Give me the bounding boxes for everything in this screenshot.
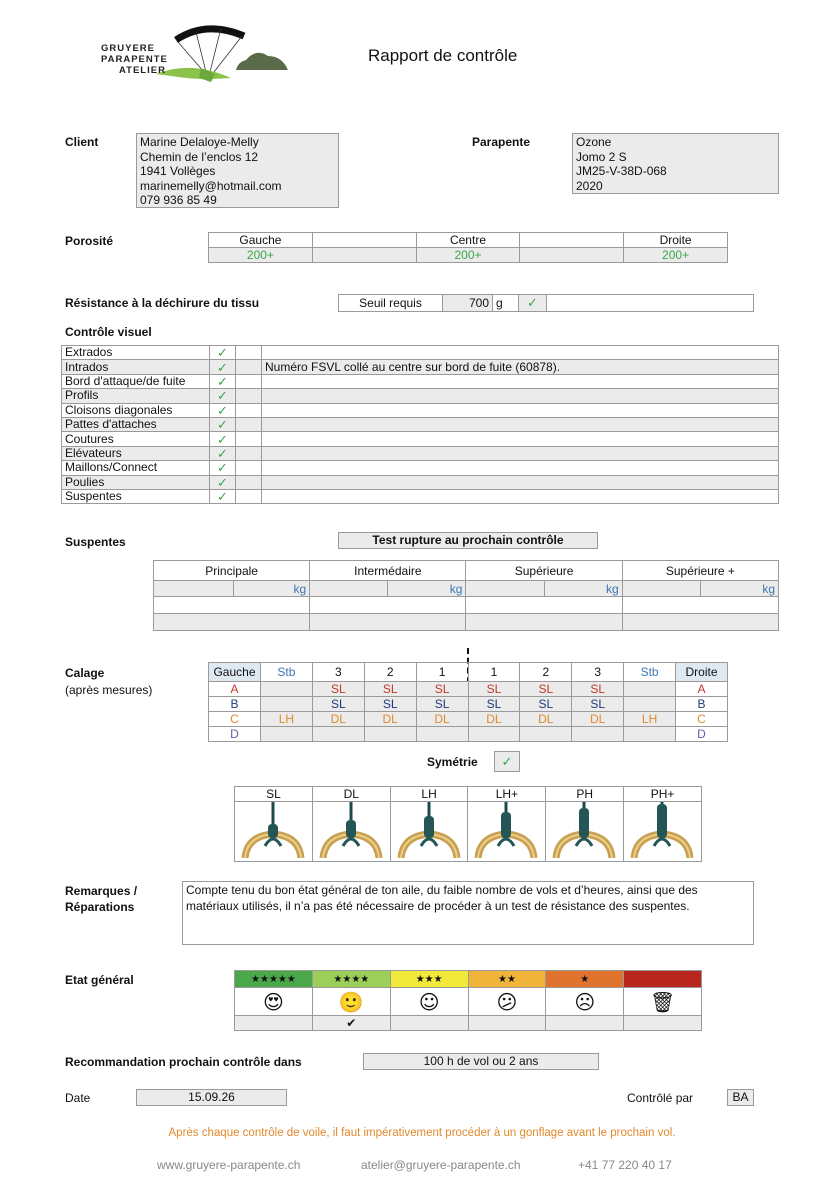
symetrie-label: Symétrie <box>427 755 478 769</box>
suspentes-unit: kg <box>700 581 778 597</box>
calage-cell: A <box>209 682 261 697</box>
controle-visuel-empty <box>236 489 262 503</box>
knot-illustration <box>235 802 313 862</box>
check-icon: ✓ <box>210 446 236 460</box>
calage-header: 3 <box>312 663 364 682</box>
calage-cell <box>364 727 416 742</box>
knot-icon <box>235 802 311 858</box>
controle-visuel-empty <box>236 403 262 417</box>
controle-visuel-item: Intrados <box>62 360 210 374</box>
controle-visuel-row <box>62 417 779 431</box>
suspentes-value <box>154 581 234 597</box>
knot-label: DL <box>312 787 390 802</box>
check-icon: ✓ <box>210 432 236 446</box>
controle-visuel-item: Cloisons diagonales <box>62 403 210 417</box>
client-phone: 079 936 85 49 <box>140 193 217 207</box>
controle-visuel-empty <box>236 475 262 489</box>
knot-illustration <box>390 802 468 862</box>
controle-visuel-note <box>262 417 779 431</box>
controle-visuel-row <box>62 346 779 360</box>
calage-cell: B <box>209 697 261 712</box>
controle-visuel-empty <box>236 346 262 360</box>
client-email: marinemelly@hotmail.com <box>140 178 282 193</box>
controle-visuel-row <box>62 403 779 417</box>
porosite-header-droite: Droite <box>624 233 728 248</box>
remarques-text: Compte tenu du bon état général de ton aile, du faible nombre de vols et d’heures, ainsi que des matériaux utilisés, il n’a pas été nécessaire de procéder à un test de résistance des suspentes. <box>182 881 754 945</box>
controle-par-label: Contrôlé par <box>627 1091 694 1105</box>
client-box <box>136 133 339 208</box>
logo-line-2: PARAPENTE <box>101 54 168 65</box>
suspentes-cell <box>622 614 778 631</box>
calage-sublabel: (après mesures) <box>65 683 153 697</box>
etat-selection-cell[interactable] <box>235 1016 313 1031</box>
controle-visuel-item: Coutures <box>62 432 210 446</box>
check-icon: ✓ <box>210 461 236 475</box>
footer-email-link[interactable]: atelier@gruyere-parapente.ch <box>361 1158 521 1172</box>
suspentes-cell <box>154 614 310 631</box>
calage-cell: DL <box>468 712 520 727</box>
check-icon: ✓ <box>210 374 236 388</box>
calage-cell: DL <box>572 712 624 727</box>
calage-header: Stb <box>624 663 676 682</box>
calage-cell: C <box>209 712 261 727</box>
calage-cell <box>624 697 676 712</box>
knot-label: SL <box>235 787 313 802</box>
suspentes-unit: kg <box>544 581 622 597</box>
controle-visuel-row <box>62 374 779 388</box>
logo-line-3: ATELIER <box>119 65 166 76</box>
page-title: Rapport de contrôle <box>368 46 518 65</box>
client-name: Marine Delaloye-Melly <box>140 135 259 149</box>
porosite-value-droite: 200+ <box>624 248 728 263</box>
frown-face-icon: ☹ <box>546 988 624 1016</box>
calage-header: Droite <box>676 663 728 682</box>
porosite-header-centre: Centre <box>416 233 520 248</box>
knot-icon <box>468 802 544 858</box>
remarques-label-line1: Remarques / <box>65 884 138 898</box>
calage-cell <box>416 727 468 742</box>
controle-visuel-note: Numéro FSVL collé au centre sur bord de fuite (60878). <box>262 360 779 374</box>
suspentes-cell <box>622 597 778 614</box>
controle-visuel-row <box>62 432 779 446</box>
date-label: Date <box>65 1091 91 1105</box>
suspentes-cell <box>310 614 466 631</box>
controle-visuel-note <box>262 346 779 360</box>
calage-header: 2 <box>520 663 572 682</box>
seuil-unit: g <box>493 295 519 312</box>
controle-visuel-empty <box>236 389 262 403</box>
controle-visuel-item: Suspentes <box>62 489 210 503</box>
resistance-table <box>338 294 754 312</box>
calage-cell: SL <box>572 697 624 712</box>
calage-cell: SL <box>364 697 416 712</box>
calage-header: 1 <box>416 663 468 682</box>
etat-two-stars: ★★ <box>468 971 546 988</box>
calage-cell: LH <box>624 712 676 727</box>
footer-note: Après chaque contrôle de voile, il faut impérativement procéder à un gonflage avant le prochain vol. <box>168 1127 676 1139</box>
resistance-note <box>547 295 754 312</box>
controle-visuel-note <box>262 389 779 403</box>
knot-icon <box>313 802 389 858</box>
controle-visuel-empty <box>236 432 262 446</box>
parapente-label: Parapente <box>472 135 531 149</box>
knot-illustration <box>546 802 624 862</box>
check-icon: ✓ <box>210 403 236 417</box>
calage-cell: SL <box>416 697 468 712</box>
client-label: Client <box>65 135 99 149</box>
calage-cell: SL <box>312 682 364 697</box>
recommandation-label: Recommandation prochain contrôle dans <box>65 1055 302 1069</box>
star-eyes-face-icon: 😍 <box>235 988 313 1016</box>
suspentes-label: Suspentes <box>65 535 126 549</box>
calage-row <box>209 697 728 712</box>
parapente-year: 2020 <box>576 178 603 193</box>
etat-five-stars: ★★★★★ <box>235 971 313 988</box>
porosite-table <box>208 232 728 263</box>
suspentes-value <box>466 581 544 597</box>
seuil-value: 700 <box>443 295 493 312</box>
knot-label: PH <box>546 787 624 802</box>
smile-face-icon: 🙂 <box>312 988 390 1016</box>
calage-cell: SL <box>416 682 468 697</box>
porosite-label: Porosité <box>65 234 114 248</box>
calage-cell: SL <box>520 682 572 697</box>
porosite-value-centre: 200+ <box>416 248 520 263</box>
etat-three-stars: ★★★ <box>390 971 468 988</box>
etat-table <box>234 970 702 1031</box>
calage-cell: DL <box>312 712 364 727</box>
calage-header: Gauche <box>209 663 261 682</box>
controle-visuel-row <box>62 360 779 374</box>
calage-cell <box>468 727 520 742</box>
controle-visuel-item: Pattes d'attaches <box>62 417 210 431</box>
calage-cell: DL <box>520 712 572 727</box>
calage-cell: DL <box>364 712 416 727</box>
client-city: 1941 Vollèges <box>140 164 216 178</box>
knots-table <box>234 786 702 862</box>
suspentes-header-principale: Principale <box>154 561 310 581</box>
calage-cell <box>624 727 676 742</box>
controle-visuel-item: Profils <box>62 389 210 403</box>
controle-visuel-item: Poulies <box>62 475 210 489</box>
controle-visuel-note <box>262 432 779 446</box>
suspentes-cell <box>466 614 622 631</box>
controle-visuel-empty <box>236 374 262 388</box>
etat-one-star: ★ <box>546 971 624 988</box>
controle-visuel-note <box>262 403 779 417</box>
suspentes-table <box>153 560 779 631</box>
controle-visuel-row <box>62 489 779 503</box>
calage-cell: SL <box>468 682 520 697</box>
porosite-header-empty <box>312 233 416 248</box>
calage-cell <box>260 727 312 742</box>
suspentes-cell <box>310 597 466 614</box>
knot-icon <box>391 802 467 858</box>
controle-visuel-empty <box>236 461 262 475</box>
etat-selection-cell[interactable] <box>390 1016 468 1031</box>
controle-visuel-note <box>262 461 779 475</box>
porosite-header-gauche: Gauche <box>209 233 313 248</box>
controle-visuel-empty <box>236 360 262 374</box>
calage-cell <box>260 682 312 697</box>
calage-cell <box>572 727 624 742</box>
knot-label: LH <box>390 787 468 802</box>
porosite-value-empty <box>520 248 624 263</box>
porosite-value-gauche: 200+ <box>209 248 313 263</box>
calage-cell: LH <box>260 712 312 727</box>
controle-visuel-note <box>262 446 779 460</box>
calage-cell: SL <box>364 682 416 697</box>
knot-icon <box>546 802 622 858</box>
test-rupture-box: Test rupture au prochain contrôle <box>338 532 598 549</box>
calage-cell: C <box>676 712 728 727</box>
calage-cell <box>260 697 312 712</box>
calage-header: 1 <box>468 663 520 682</box>
parapente-box <box>572 133 779 194</box>
remarques-label-line2: Réparations <box>65 900 135 914</box>
logo-line-1: GRUYERE <box>101 43 155 54</box>
trash-icon: 🗑 <box>624 988 702 1016</box>
knot-illustration <box>468 802 546 862</box>
controle-visuel-row <box>62 461 779 475</box>
check-icon: ✓ <box>210 475 236 489</box>
controle-visuel-row <box>62 389 779 403</box>
calage-cell: DL <box>416 712 468 727</box>
resistance-label: Résistance à la déchirure du tissu <box>65 296 260 310</box>
suspentes-cell <box>466 597 622 614</box>
suspentes-value <box>622 581 700 597</box>
controle-visuel-item: Bord d'attaque/de fuite <box>62 374 210 388</box>
controle-visuel-note <box>262 475 779 489</box>
porosite-header-empty <box>520 233 624 248</box>
parapente-serial: JM25-V-38D-068 <box>576 164 667 178</box>
etat-general-label: Etat général <box>65 973 134 987</box>
calage-cell: SL <box>468 697 520 712</box>
calage-header: 2 <box>364 663 416 682</box>
controle-visuel-table <box>61 345 779 504</box>
controle-par-value: BA <box>727 1089 754 1106</box>
parapente-model: Jomo 2 S <box>576 149 627 164</box>
check-icon: ✓ <box>210 360 236 374</box>
controle-visuel-row <box>62 475 779 489</box>
check-icon: ✓ <box>210 417 236 431</box>
remarques-label <box>65 883 137 915</box>
knot-illustration <box>312 802 390 862</box>
check-icon: ✓ <box>210 346 236 360</box>
etat-selection-cell[interactable] <box>468 1016 546 1031</box>
parapente-brand: Ozone <box>576 135 612 149</box>
logo-text <box>101 43 168 76</box>
suspentes-unit: kg <box>234 581 310 597</box>
calage-row <box>209 727 728 742</box>
controle-visuel-row <box>62 446 779 460</box>
calage-cell: B <box>676 697 728 712</box>
calage-row <box>209 682 728 697</box>
porosite-value-empty <box>312 248 416 263</box>
calage-table <box>208 662 728 742</box>
controle-visuel-note <box>262 489 779 503</box>
suspentes-header-intermediaire: Intermédaire <box>310 561 466 581</box>
suspentes-value <box>310 581 388 597</box>
controle-visuel-label: Contrôle visuel <box>65 325 152 339</box>
calage-label: Calage <box>65 666 105 680</box>
etat-four-stars: ★★★★ <box>312 971 390 988</box>
check-icon: ✓ <box>210 489 236 503</box>
date-value: 15.09.26 <box>136 1089 287 1106</box>
seuil-label: Seuil requis <box>339 295 443 312</box>
calage-cell <box>520 727 572 742</box>
controle-visuel-item: Maillons/Connect <box>62 461 210 475</box>
suspentes-header-superieure: Supérieure <box>466 561 622 581</box>
suspentes-header-superieure-plus: Supérieure + <box>622 561 778 581</box>
footer-phone: +41 77 220 40 17 <box>578 1158 672 1172</box>
knot-label: LH+ <box>468 787 546 802</box>
calage-row <box>209 712 728 727</box>
etat-trash <box>624 971 702 988</box>
etat-selection-cell[interactable] <box>624 1016 702 1031</box>
calage-cell <box>312 727 364 742</box>
calage-cell: A <box>676 682 728 697</box>
confused-face-icon: 😕 <box>468 988 546 1016</box>
controle-visuel-item: Elévateurs <box>62 446 210 460</box>
knot-icon <box>624 802 700 858</box>
calage-cell: D <box>676 727 728 742</box>
calage-cell <box>624 682 676 697</box>
resistance-check-icon: ✓ <box>519 295 547 312</box>
symetrie-check-icon: ✓ <box>494 751 520 772</box>
smiling-face-icon: ☺ <box>390 988 468 1016</box>
recommandation-value: 100 h de vol ou 2 ans <box>363 1053 599 1070</box>
calage-cell: SL <box>572 682 624 697</box>
check-icon: ✓ <box>210 389 236 403</box>
knot-label: PH+ <box>624 787 702 802</box>
calage-cell: SL <box>520 697 572 712</box>
suspentes-cell <box>154 597 310 614</box>
controle-visuel-note <box>262 374 779 388</box>
client-street: Chemin de l’enclos 12 <box>140 149 259 164</box>
controle-visuel-empty <box>236 417 262 431</box>
controle-visuel-empty <box>236 446 262 460</box>
calage-cell: D <box>209 727 261 742</box>
footer-website-link[interactable]: www.gruyere-parapente.ch <box>157 1158 301 1172</box>
etat-selection-cell[interactable]: ✔ <box>312 1016 390 1031</box>
calage-header: Stb <box>260 663 312 682</box>
controle-visuel-item: Extrados <box>62 346 210 360</box>
etat-selection-cell[interactable] <box>546 1016 624 1031</box>
knot-illustration <box>624 802 702 862</box>
calage-cell: SL <box>312 697 364 712</box>
suspentes-unit: kg <box>388 581 466 597</box>
calage-header: 3 <box>572 663 624 682</box>
